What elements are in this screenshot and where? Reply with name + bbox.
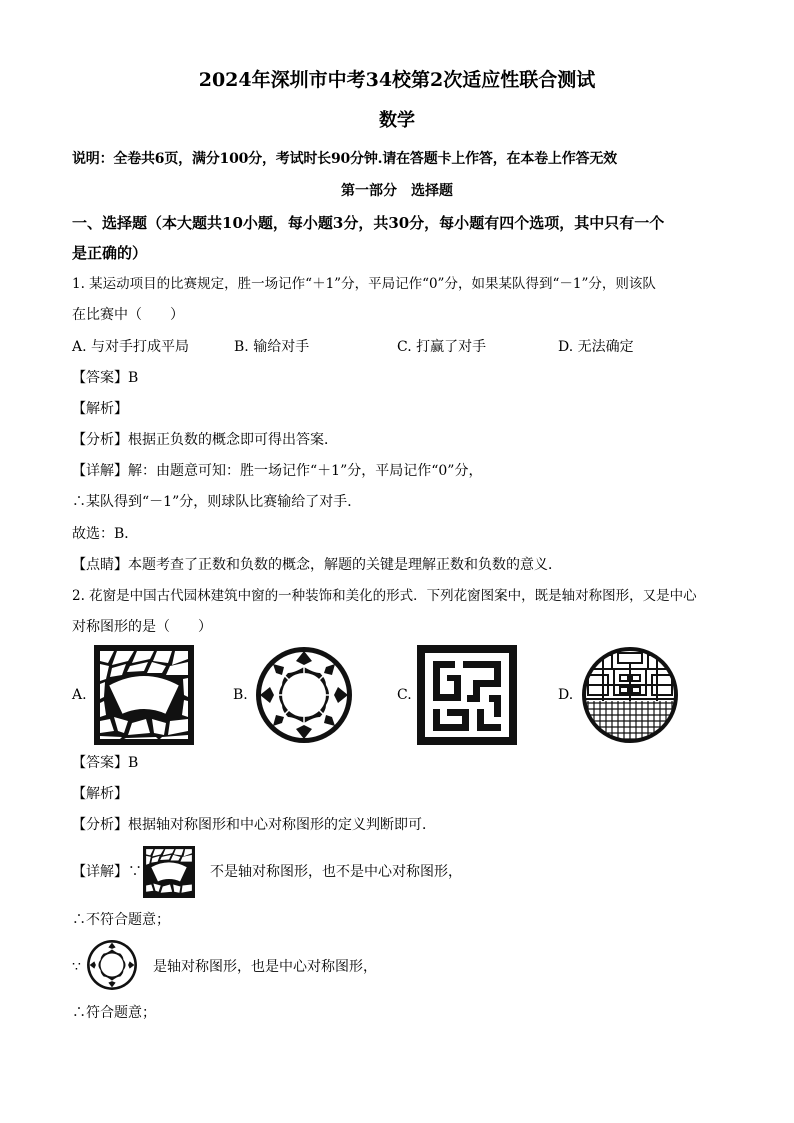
window-b-small-image — [86, 939, 138, 991]
q1-stem-line2: 在比赛中（ ） — [72, 307, 184, 323]
part-title: 第一部分 选择题 — [341, 183, 453, 199]
q1-answer: 【答案】B — [72, 370, 139, 386]
q2-analysis-tag: 【解析】 — [72, 786, 128, 802]
q1-option-a: A. 与对手打成平局 — [72, 339, 190, 355]
q2-stem-line2: 对称图形的是（ ） — [72, 619, 212, 635]
q2-option-a-explanation: 不是轴对称图形，也不是中心对称图形， — [210, 864, 462, 880]
q2-label-a: A. — [72, 687, 87, 703]
q2-label-c: C. — [397, 687, 412, 703]
q1-therefore: ∴某队得到“－1”分，则球队比赛输给了对手． — [72, 494, 362, 510]
window-a-image — [94, 645, 194, 745]
q2-b-conclusion: ∴符合题意； — [72, 1005, 156, 1021]
q1-option-b: B. 输给对手 — [234, 339, 310, 355]
q1-dianjing: 【点睛】本题考查了正数和负数的概念，解题的关键是理解正数和负数的意义． — [72, 557, 562, 573]
q2-fenxi: 【分析】根据轴对称图形和中心对称图形的定义判断即可． — [72, 817, 436, 833]
q2-a-conclusion: ∴不符合题意； — [72, 912, 170, 928]
q2-option-b-explanation: 是轴对称图形，也是中心对称图形， — [153, 959, 377, 975]
q1-xiangjie: 【详解】解：由题意可知：胜一场记作“＋1”分，平局记作“0”分， — [72, 463, 483, 479]
q2-stem-line1: 2. 花窗是中国古代园林建筑中窗的一种装饰和美化的形式．下列花窗图案中，既是轴对称图形，又是中心 — [72, 588, 697, 604]
instructions: 说明：全卷共6页，满分100分，考试时长90分钟.请在答题卡上作答，在本卷上作答无效 — [72, 151, 617, 167]
q2-label-d: D. — [558, 687, 574, 703]
q1-fenxi: 【分析】根据正负数的概念即可得出答案． — [72, 432, 338, 448]
section-heading-line1: 一、选择题（本大题共10小题，每小题3分，共30分，每小题有四个选项，其中只有一个 — [72, 214, 665, 232]
q1-option-d: D. 无法确定 — [558, 339, 634, 355]
section-heading-line2: 是正确的） — [72, 244, 148, 262]
q2-label-b: B. — [233, 687, 248, 703]
q1-stem-line1: 1. 某运动项目的比赛规定，胜一场记作“＋1”分，平局记作“0”分，如果某队得到“－1”分，则该队 — [72, 276, 656, 292]
q1-choice: 故选：B． — [72, 526, 139, 542]
q2-answer: 【答案】B — [72, 755, 139, 771]
subject-title: 数学 — [379, 110, 415, 131]
q1-analysis-tag: 【解析】 — [72, 401, 128, 417]
window-a-small-image — [142, 846, 196, 898]
q2-b-prefix: ∵ — [72, 959, 81, 975]
q2-xiangjie-prefix: 【详解】∵ — [72, 864, 142, 880]
window-b-image — [254, 645, 354, 745]
exam-title: 2024年深圳市中考34校第2次适应性联合测试 — [198, 69, 596, 91]
window-c-image — [417, 645, 517, 745]
q1-option-c: C. 打赢了对手 — [397, 339, 487, 355]
window-d-image — [578, 645, 682, 745]
